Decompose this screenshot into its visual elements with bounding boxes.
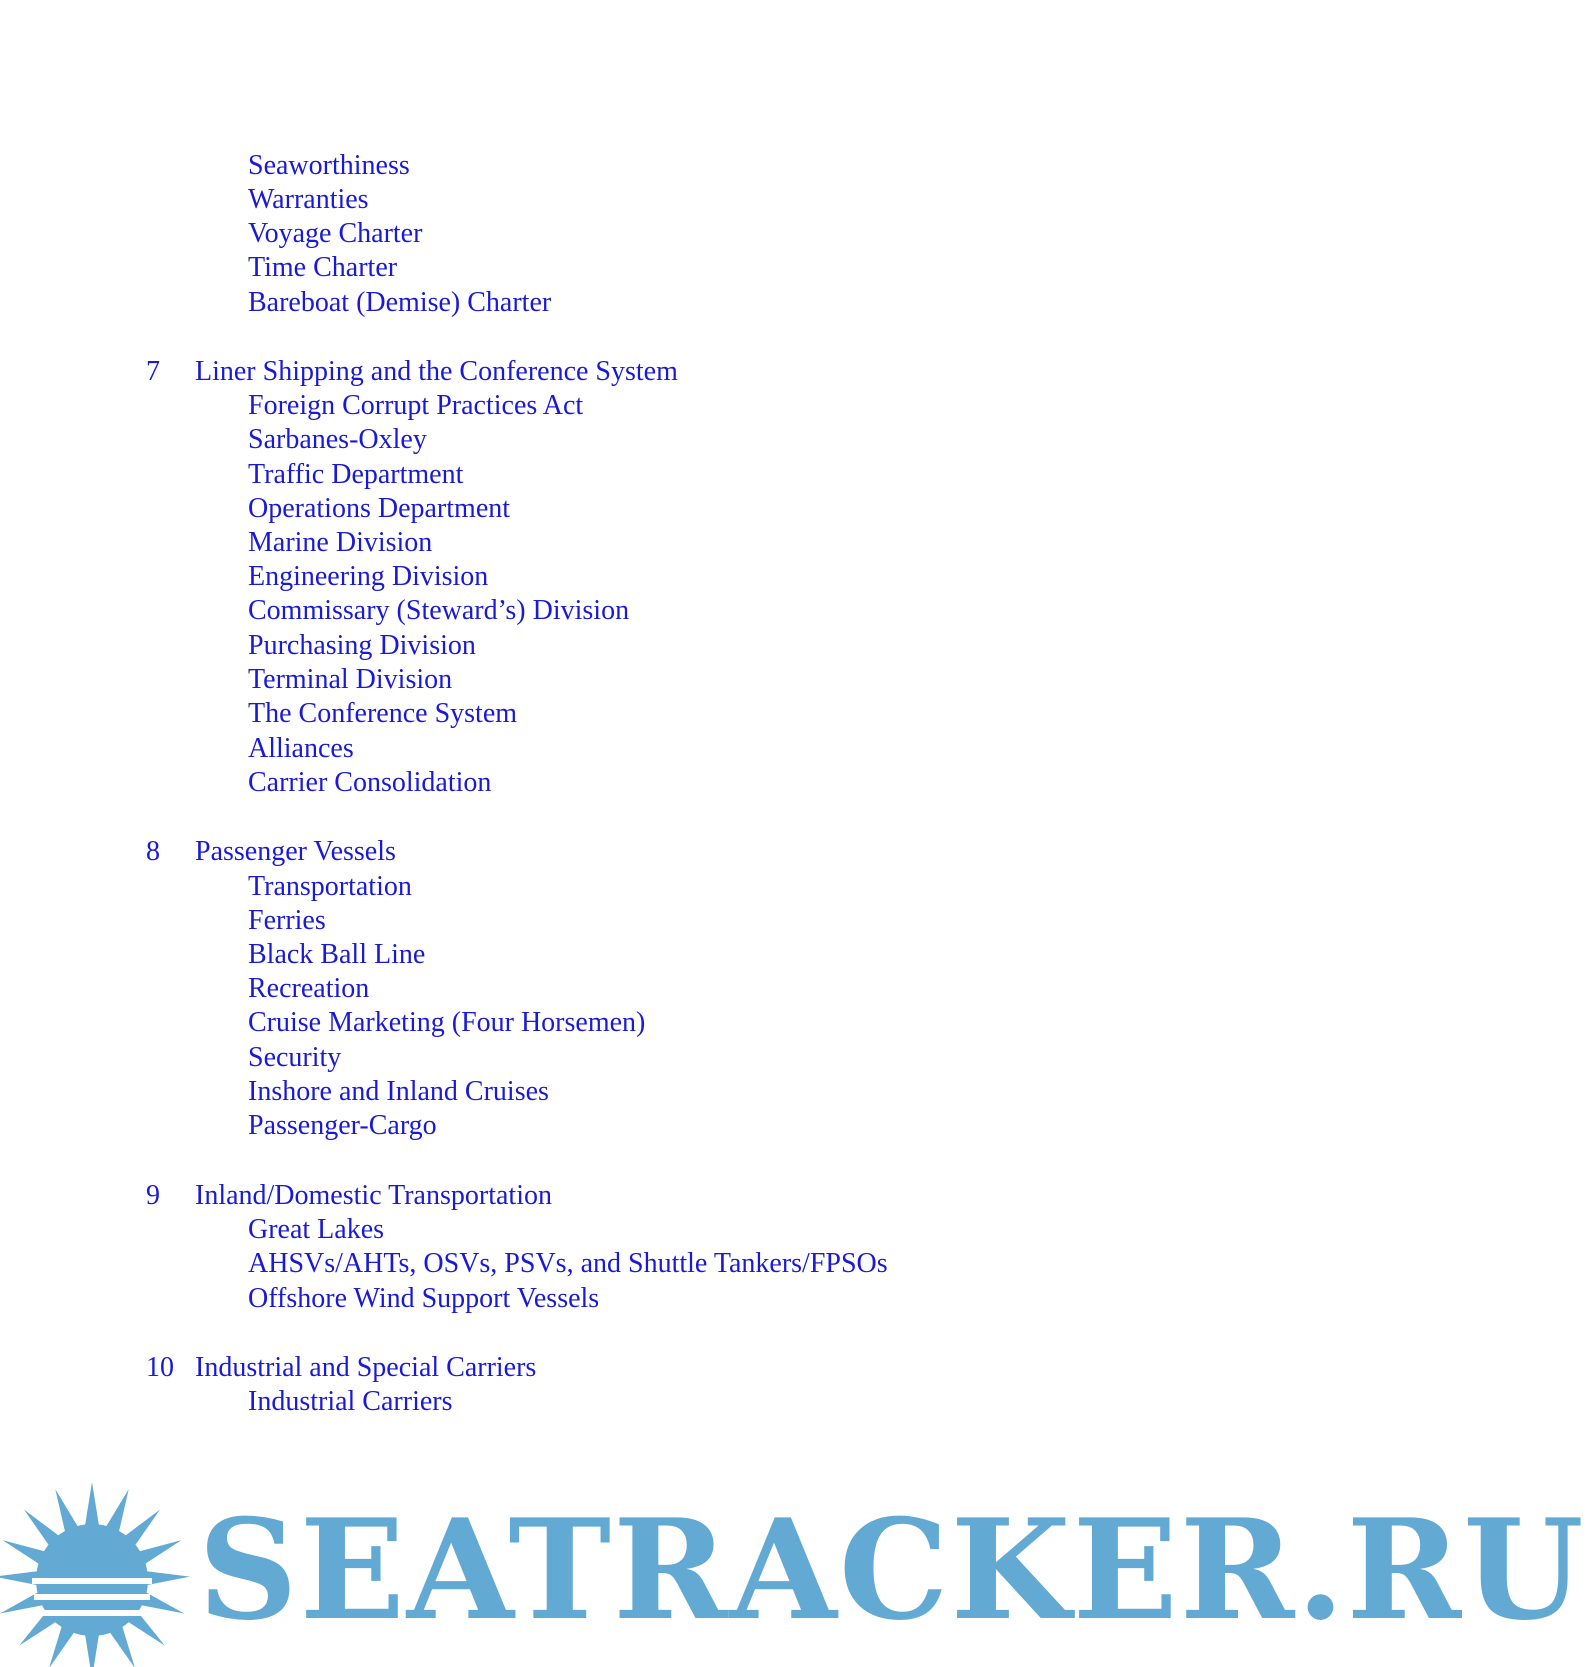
toc-link-time-charter[interactable]: Time Charter xyxy=(248,252,398,283)
toc-link[interactable]: Terminal Division xyxy=(248,664,453,695)
toc-link[interactable]: Engineering Division xyxy=(248,561,489,592)
toc-link[interactable]: Security xyxy=(248,1042,342,1073)
toc-link[interactable]: AHSVs/AHTs, OSVs, PSVs, and Shuttle Tankers/FPSOs xyxy=(248,1248,888,1279)
chapter-title-10[interactable]: Industrial and Special Carriers xyxy=(195,1352,537,1383)
toc-link[interactable]: Marine Division xyxy=(248,527,433,558)
toc-link[interactable]: Industrial Carriers xyxy=(248,1386,453,1417)
toc-link[interactable]: Ferries xyxy=(248,905,326,936)
toc-link[interactable]: Recreation xyxy=(248,973,370,1004)
toc-link-warranties[interactable]: Warranties xyxy=(248,184,369,215)
chapter-title-8[interactable]: Passenger Vessels xyxy=(195,836,396,867)
chapter-number-7[interactable]: 7 xyxy=(146,356,160,387)
toc-link[interactable]: The Conference System xyxy=(248,698,518,729)
toc-link[interactable]: Great Lakes xyxy=(248,1214,385,1245)
watermark-text: SEATRACKER.RU xyxy=(198,1488,1586,1651)
toc-link[interactable]: Carrier Consolidation xyxy=(248,767,492,798)
toc-link[interactable]: Purchasing Division xyxy=(248,630,476,661)
chapter-title-7[interactable]: Liner Shipping and the Conference System xyxy=(195,356,678,387)
chapter-title-9[interactable]: Inland/Domestic Transportation xyxy=(195,1180,552,1211)
toc-link[interactable]: Foreign Corrupt Practices Act xyxy=(248,390,584,421)
toc-link-voyage-charter[interactable]: Voyage Charter xyxy=(248,218,423,249)
toc-link[interactable]: Sarbanes-Oxley xyxy=(248,424,427,455)
toc-link[interactable]: Operations Department xyxy=(248,493,511,524)
chapter-number-8[interactable]: 8 xyxy=(146,836,160,867)
toc-link[interactable]: Traffic Department xyxy=(248,459,464,490)
toc-link[interactable]: Offshore Wind Support Vessels xyxy=(248,1283,600,1314)
chapter-number-9[interactable]: 9 xyxy=(146,1180,160,1211)
toc-link[interactable]: Passenger-Cargo xyxy=(248,1110,437,1141)
toc-link[interactable]: Black Ball Line xyxy=(248,939,426,970)
toc-link[interactable]: Cruise Marketing (Four Horsemen) xyxy=(248,1007,646,1038)
toc-link-bareboat-charter[interactable]: Bareboat (Demise) Charter xyxy=(248,287,552,318)
toc-link[interactable]: Commissary (Steward’s) Division xyxy=(248,595,630,626)
toc-link[interactable]: Alliances xyxy=(248,733,354,764)
chapter-number-10[interactable]: 10 xyxy=(146,1352,174,1383)
toc-link-seaworthiness[interactable]: Seaworthiness xyxy=(248,150,410,181)
toc-link[interactable]: Transportation xyxy=(248,871,412,902)
toc-link[interactable]: Inshore and Inland Cruises xyxy=(248,1076,549,1107)
